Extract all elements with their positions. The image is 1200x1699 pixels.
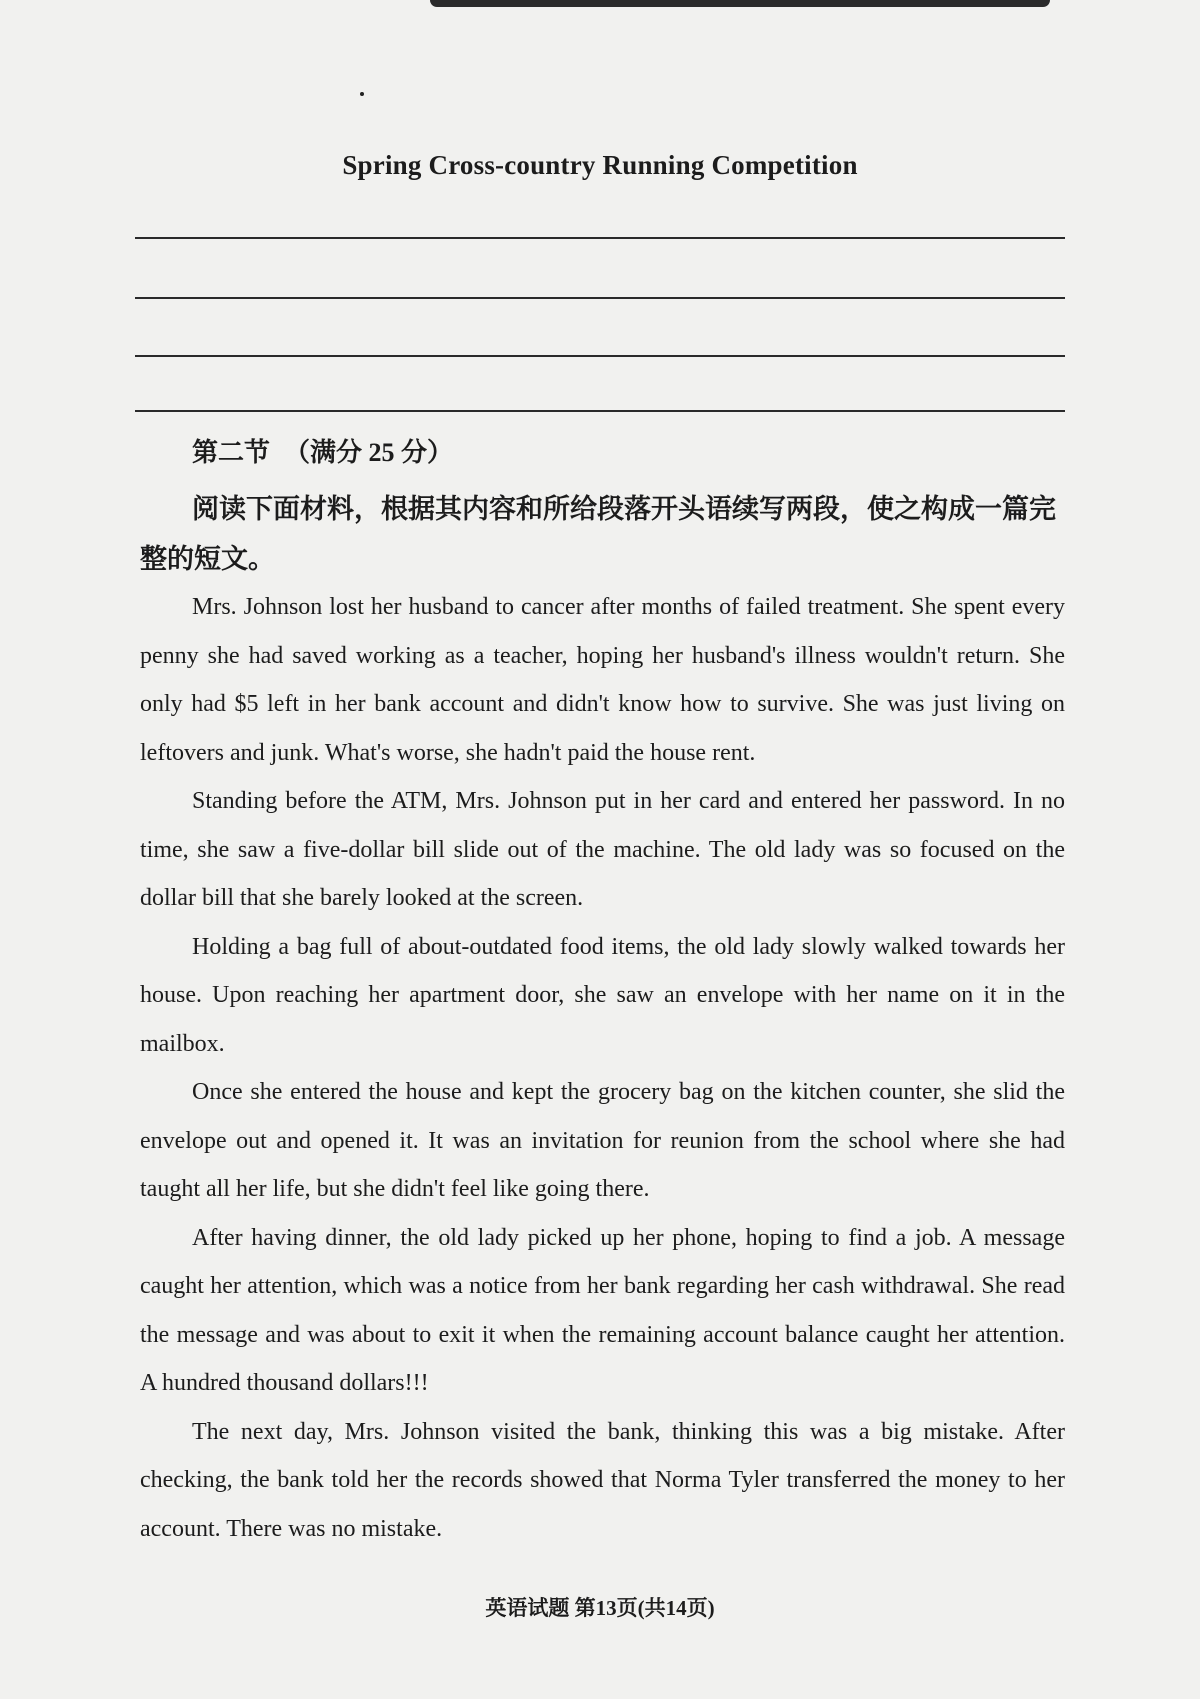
ink-speck bbox=[360, 92, 364, 96]
story-paragraph: Mrs. Johnson lost her husband to cancer after months of failed treatment. She spent every penny she had saved working as a teacher, hoping her husband's illness wouldn't return. She only had $5 left in her bank account and didn't know how to survive. She was just living on leftovers and junk. What's worse, she hadn't paid the house rent. bbox=[140, 594, 1065, 766]
story-paragraph: Holding a bag full of about-outdated food items, the old lady slowly walked towards her house. Upon reaching her apartment door, she saw an envelope with her name on it in the mailbox. bbox=[140, 933, 1065, 1057]
page-footer: 英语试题 第13页(共14页) bbox=[485, 1596, 715, 1620]
story-paragraph: After having dinner, the old lady picked up her phone, hoping to find a job. A message caught her attention, which was a notice from her bank regarding her cash withdrawal. She read the message and was about to exit it when the remaining account balance caught her attention. A hundred thousand dollars!!! bbox=[140, 1224, 1065, 1396]
section-score: （满分 25 分） bbox=[284, 438, 454, 467]
answer-line-1 bbox=[135, 237, 1065, 239]
essay-title: Spring Cross-country Running Competition bbox=[342, 150, 858, 180]
instruction-text: 阅读下面材料，根据其内容和所给段落开头语续写两段，使之构成一篇完整的短文。 bbox=[140, 494, 1056, 574]
answer-line-2 bbox=[135, 297, 1065, 299]
section-label: 第二节 bbox=[192, 438, 271, 467]
story-paragraph: Standing before the ATM, Mrs. Johnson put in her card and entered her password. In no time, she saw a five-dollar bill slide out of the machine. The old lady was so focused on the dollar bill that she barely looked at the screen. bbox=[140, 788, 1065, 911]
scan-edge-band bbox=[430, 0, 1050, 7]
section-heading bbox=[192, 432, 453, 469]
story-paragraph: The next day, Mrs. Johnson visited the bank, thinking this was a big mistake. After checking, the bank told her the records showed that Norma Tyler transferred the money to her account. There was no mistake. bbox=[140, 1418, 1065, 1542]
story-paragraph: Once she entered the house and kept the grocery bag on the kitchen counter, she slid the envelope out and opened it. It was an invitation for reunion from the school where she had taught all her life, but she didn't feel like going there. bbox=[140, 1079, 1065, 1202]
answer-line-4 bbox=[135, 410, 1065, 412]
answer-line-3 bbox=[135, 355, 1065, 357]
story-body bbox=[140, 583, 1065, 1553]
